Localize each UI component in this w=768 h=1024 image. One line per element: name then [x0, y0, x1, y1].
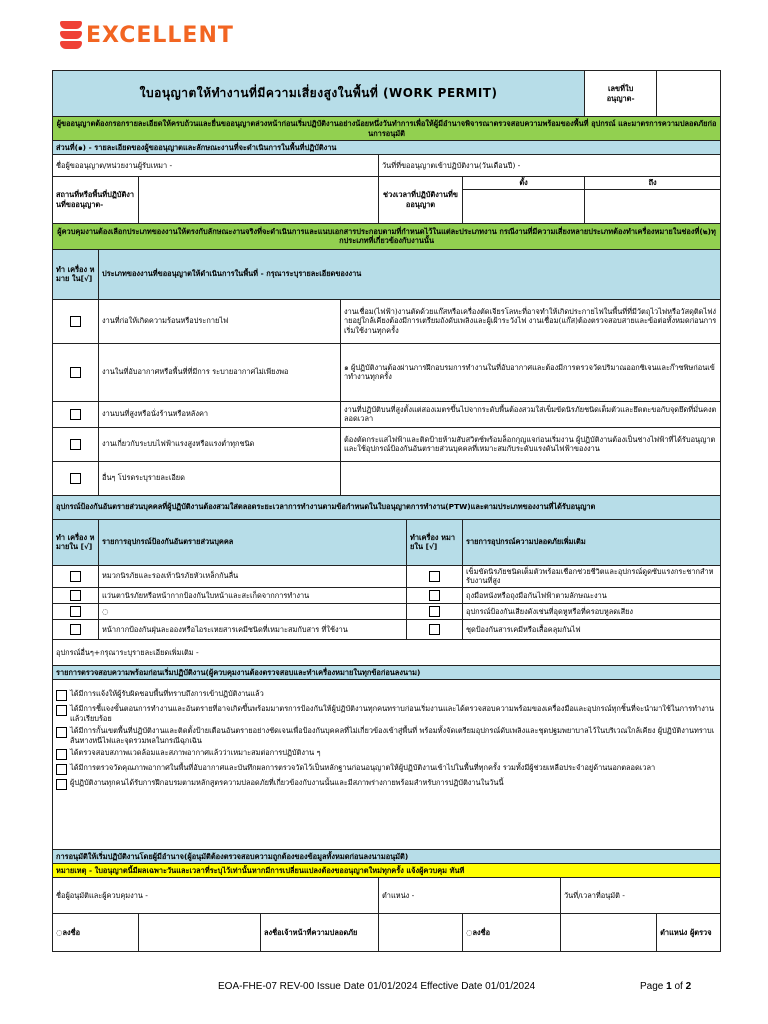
- notice-2: ผู้ควบคุมงานต้องเลือกประเภทของงานให้ตรงกับลักษณะงานจริงที่จะดำเนินการและแนบเอกสารประกอบตามที่กำหนดไว้ในแต่ละประเภทงาน กรณีงานที่มีความเสี่ยงหลายประเภทต้องทำเครื่องหมายในช่องที่(๒)ทุกประเภทที่เกี่ยวข้องกับงานนั้น: [53, 223, 721, 249]
- from-label: ตั้ง: [463, 177, 585, 190]
- signature-field-1[interactable]: [139, 913, 261, 951]
- checkbox-icon[interactable]: [56, 727, 67, 738]
- ppe-item: หน้ากากป้องกันฝุ่นละอองหรือไอระเหยสารเคมีชนิดที่เหมาะสมกับสาร ที่ใช้งาน: [99, 619, 407, 639]
- checklist-item[interactable]: ได้มีการชี้แจงขั้นตอนการทำงานและอันตรายที่อาจเกิดขึ้นพร้อมมาตรการป้องกันให้ผู้ปฏิบัติงานทุกคนทราบก่อนเริ่มงานและได้ตรวจสอบความพร้อมของเครื่องมือและอุปกรณ์ทุกชิ้นที่จะนำมาใช้ในการทำงานแล้วเรียบร้อย: [56, 704, 717, 723]
- signature-field-3[interactable]: [561, 913, 657, 951]
- ppe-other-field[interactable]: อุปกรณ์อื่นๆ+กรุณาระบุรายละเอียดเพิ่มเติม -: [53, 639, 721, 665]
- signature-label-2: ลงชื่อเจ้าหน้าที่ความปลอดภัย: [261, 913, 379, 951]
- checklist-item[interactable]: ผู้ปฏิบัติงานทุกคนได้รับการฝึกอบรมตามหลักสูตรความปลอดภัยที่เกี่ยวข้องกับงานนั้นและมีสภาพร่างกายพร้อมสำหรับการปฏิบัติงานในวันนี้: [56, 778, 717, 790]
- checkbox-icon[interactable]: [429, 624, 440, 635]
- work-type-checkbox[interactable]: [53, 427, 99, 461]
- work-type-name: อื่นๆ โปรดระบุรายละเอียด: [99, 461, 341, 495]
- work-area-label: สถานที่หรือพื้นที่ปฏิบัติงานที่ขออนุญาต-: [53, 177, 139, 224]
- work-type-header: ประเภทของงานที่ขออนุญาตให้ดำเนินการในพื้นที่ - กรุณาระบุรายละเอียดของงาน: [99, 249, 721, 299]
- permit-number-label: เลขที่ใบ อนุญาต-: [585, 71, 657, 117]
- ppe-item-header-2: รายการอุปกรณ์ความปลอดภัยเพิ่มเติม: [463, 519, 721, 565]
- signature-label-3: ◌ลงชื่อ: [463, 913, 561, 951]
- checklist-header: รายการตรวจสอบความพร้อมก่อนเริ่มปฏิบัติงาน(ผู้ควบคุมงานต้องตรวจสอบและทำเครื่องหมายในทุกข้อก่อนลงนาม): [53, 665, 721, 679]
- work-type-checkbox[interactable]: [53, 343, 99, 401]
- work-type-desc: งานเชื่อม(ไฟฟ้า)งานตัดด้วยแก๊สหรือเครื่องตัดเจียรโลหะที่อาจทำให้เกิดประกายไฟในพื้นที่ที่มีวัตถุไวไฟหรือวัสดุติดไฟง่ายอยู่ใกล้เคียงต้องมีการเตรียมถังดับเพลิงและผู้เฝ้าระวังไฟ งานเชื่อม(แก๊ส)ต้องตรวจสอบสายและข้อต่อทั้งหมดก่อนการเริ่มใช้งานทุกครั้ง: [341, 299, 721, 343]
- signature-field-2[interactable]: [379, 913, 463, 951]
- footer-doc-info: EOA-FHE-07 REV-00 Issue Date 01/01/2024 Effective Date 01/01/2024: [218, 981, 536, 992]
- checkbox-icon[interactable]: [70, 590, 81, 601]
- ppe-item-header: รายการอุปกรณ์ป้องกันอันตรายส่วนบุคคล: [99, 519, 407, 565]
- checkbox-icon[interactable]: [429, 571, 440, 582]
- checklist: [53, 679, 721, 849]
- checklist-item[interactable]: ได้มีการตรวจวัดคุณภาพอากาศในพื้นที่อับอากาศและบันทึกผลการตรวจวัดไว้เป็นหลักฐานก่อนอนุญาตให้ผู้ปฏิบัติงานเข้าไปในพื้นที่ทุกครั้ง รวมทั้งมีผู้ช่วยเหลือประจำอยู่ด้านนอกตลอดเวลา: [56, 763, 717, 775]
- ppe-item: ชุดป้องกันสารเคมีหรือเสื้อคลุมกันไฟ: [463, 619, 721, 639]
- logo-text: EXCELLENT: [86, 22, 234, 48]
- work-type-desc: งานที่ปฏิบัติบนที่สูงตั้งแต่สองเมตรขึ้นไปจากระดับพื้นต้องสวมใส่เข็มขัดนิรภัยชนิดเต็มตัวและยึดตะขอกับจุดยึดที่มั่นคงตลอดเวลา: [341, 401, 721, 427]
- signature-label-4: ตำแหน่ง ผู้ตรวจ: [657, 913, 721, 951]
- checkbox-icon[interactable]: [70, 624, 81, 635]
- checkbox-icon[interactable]: [70, 409, 81, 420]
- checkbox-icon[interactable]: [429, 606, 440, 617]
- checkbox-icon[interactable]: [70, 316, 81, 327]
- ppe-checkbox[interactable]: [407, 619, 463, 639]
- from-time-field[interactable]: [463, 189, 585, 223]
- work-date-field[interactable]: วันที่ที่ขออนุญาตเข้าปฏิบัติงาน(วันเดือนปี) -: [379, 155, 721, 177]
- ppe-checkbox[interactable]: [407, 603, 463, 619]
- ppe-item: ◌: [99, 603, 407, 619]
- checklist-item[interactable]: ได้มีการแจ้งให้ผู้รับผิดชอบพื้นที่ทราบถึงการเข้าปฏิบัติงานแล้ว: [56, 689, 717, 701]
- work-type-desc: ต้องตัดกระแสไฟฟ้าและติดป้ายห้ามสับสวิตช์พร้อมล็อกกุญแจก่อนเริ่มงาน ผู้ปฏิบัติงานต้องเป็นช่างไฟฟ้าที่ได้รับอนุญาตและใช้อุปกรณ์ป้องกันอันตรายส่วนบุคคลที่เหมาะสมกับระดับแรงดันไฟฟ้าของงาน: [341, 427, 721, 461]
- work-area-field[interactable]: [139, 177, 379, 224]
- work-type-checkbox[interactable]: [53, 461, 99, 495]
- checkbox-icon[interactable]: [56, 705, 67, 716]
- checkbox-icon[interactable]: [70, 473, 81, 484]
- ppe-checkbox[interactable]: [53, 603, 99, 619]
- checkbox-icon[interactable]: [70, 439, 81, 450]
- to-label: ถึง: [585, 177, 721, 190]
- ppe-checkbox[interactable]: [407, 565, 463, 587]
- work-type-name: งานเกี่ยวกับระบบไฟฟ้าแรงสูงหรือแรงต่ำทุกชนิด: [99, 427, 341, 461]
- approve-date-field[interactable]: วันที่/เวลาที่อนุมัติ -: [561, 877, 721, 913]
- work-type-name: งานที่ก่อให้เกิดความร้อนหรือประกายไฟ: [99, 299, 341, 343]
- work-type-name: งานในที่อับอากาศหรือพื้นที่ที่มีการ ระบายอากาศไม่เพียงพอ: [99, 343, 341, 401]
- work-type-desc[interactable]: [341, 461, 721, 495]
- company-logo: [60, 20, 234, 50]
- checkbox-icon[interactable]: [56, 764, 67, 775]
- ppe-check-header-2: ทำเครื่อง หมายใน [√]: [407, 519, 463, 565]
- checklist-item[interactable]: ได้ตรวจสอบสภาพแวดล้อมและสภาพอากาศแล้วว่าเหมาะสมต่อการปฏิบัติงาน ๆ: [56, 748, 717, 760]
- approval-header: การอนุมัติให้เริ่มปฏิบัติงานโดยผู้มีอำนาจ(ผู้อนุมัติต้องตรวจสอบความถูกต้องของข้อมูลทั้งหมดก่อนลงนามอนุมัติ): [53, 849, 721, 863]
- requester-field[interactable]: ชื่อผู้ขออนุญาต/หน่วยงานผู้รับเหมา -: [53, 155, 379, 177]
- ppe-checkbox[interactable]: [53, 619, 99, 639]
- ppe-checkbox[interactable]: [407, 587, 463, 603]
- section-1-header: ส่วนที่(๑) - รายละเอียดของผู้ขออนุญาตและลักษณะงานที่จะดำเนินการในพื้นที่ปฏิบัติงาน: [53, 141, 721, 155]
- checkbox-icon[interactable]: [56, 749, 67, 760]
- ppe-checkbox[interactable]: [53, 565, 99, 587]
- permit-number-field[interactable]: [657, 71, 721, 117]
- ppe-item: เข็มขัดนิรภัยชนิดเต็มตัวพร้อมเชือกช่วยชีวิตและอุปกรณ์ดูดซับแรงกระชากสำหรับงานที่สูง: [463, 565, 721, 587]
- work-type-checkbox[interactable]: [53, 401, 99, 427]
- checkbox-icon[interactable]: [70, 571, 81, 582]
- ppe-item: แว่นตานิรภัยหรือหน้ากากป้องกันใบหน้าและสะเก็ดจากการทำงาน: [99, 587, 407, 603]
- work-type-name: งานบนที่สูงหรือนั่งร้านหรือหลังคา: [99, 401, 341, 427]
- position-field[interactable]: ตำแหน่ง -: [379, 877, 561, 913]
- checkbox-icon[interactable]: [70, 606, 81, 617]
- checkbox-icon[interactable]: [56, 690, 67, 701]
- ppe-check-header: ทำ เครื่อง หมายใน [√]: [53, 519, 99, 565]
- notice-1: ผู้ขออนุญาตต้องกรอกรายละเอียดให้ครบถ้วนและยื่นขออนุญาตล่วงหน้าก่อนเริ่มปฏิบัติงานอย่างน้อยหนึ่งวันทำการเพื่อให้ผู้มีอำนาจพิจารณาตรวจสอบความพร้อมของพื้นที่ อุปกรณ์ และมาตรการความปลอดภัยก่อนการอนุมัติ: [53, 117, 721, 141]
- approval-note: หมายเหตุ - ใบอนุญาตนี้มีผลเฉพาะวันและเวลาที่ระบุไว้เท่านั้นหากมีการเปลี่ยนแปลงต้องขออนุญาตใหม่ทุกครั้ง แจ้งผู้ควบคุม ทันที: [53, 863, 721, 877]
- work-permit-form: [52, 70, 721, 952]
- checkbox-icon[interactable]: [70, 367, 81, 378]
- work-time-label: ช่วงเวลาที่ปฏิบัติงานที่ขออนุญาต: [379, 177, 463, 224]
- work-type-desc: ๑ ผู้ปฏิบัติงานต้องผ่านการฝึกอบรมการทำงานในที่อับอากาศและต้องมีการตรวจวัดปริมาณออกซิเจนและก๊าซพิษก่อนเข้าทำงานทุกครั้ง: [341, 343, 721, 401]
- signature-label-1: ◌ลงชื่อ: [53, 913, 139, 951]
- page-number: Page 1 of 2: [640, 981, 692, 992]
- ppe-section-header: อุปกรณ์ป้องกันอันตรายส่วนบุคคลที่ผู้ปฏิบัติงานต้องสวมใส่ตลอดระยะเวลาการทำงานตามข้อกำหนดในใบอนุญาตการทำงาน(PTW)และตามประเภทของงานที่ได้รับอนุญาต: [53, 495, 721, 519]
- ppe-checkbox[interactable]: [53, 587, 99, 603]
- checklist-item[interactable]: ได้มีการกั้นเขตพื้นที่ปฏิบัติงานและติดตั้งป้ายเตือนอันตรายอย่างชัดเจนเพื่อป้องกันบุคคลที่ไม่เกี่ยวข้องเข้าสู่พื้นที่ พร้อมทั้งจัดเตรียมอุปกรณ์ดับเพลิงและชุดปฐมพยาบาลไว้ในบริเวณใกล้เคียง ผู้ปฏิบัติงานทราบเส้นทางหนีไฟและจุดรวมพลในกรณีฉุกเฉิน: [56, 726, 717, 745]
- ppe-item: อุปกรณ์ป้องกันเสียงดังเช่นที่อุดหูหรือที่ครอบหูลดเสียง: [463, 603, 721, 619]
- approver-field[interactable]: ชื่อผู้อนุมัติและผู้ควบคุมงาน -: [53, 877, 379, 913]
- work-type-checkbox[interactable]: [53, 299, 99, 343]
- work-type-check-header: ทำ เครื่อง หมาย ใน[√]: [53, 249, 99, 299]
- ppe-item: หมวกนิรภัยและรองเท้านิรภัยหัวเหล็กกันลื่น: [99, 565, 407, 587]
- ppe-item: ถุงมือหนังหรือถุงมือกันไฟฟ้าตามลักษณะงาน: [463, 587, 721, 603]
- to-time-field[interactable]: [585, 189, 721, 223]
- logo-mark-icon: [60, 21, 82, 49]
- checkbox-icon[interactable]: [56, 779, 67, 790]
- form-title: ใบอนุญาตให้ทำงานที่มีความเสี่ยงสูงในพื้นที่ (WORK PERMIT): [53, 71, 585, 117]
- checkbox-icon[interactable]: [429, 590, 440, 601]
